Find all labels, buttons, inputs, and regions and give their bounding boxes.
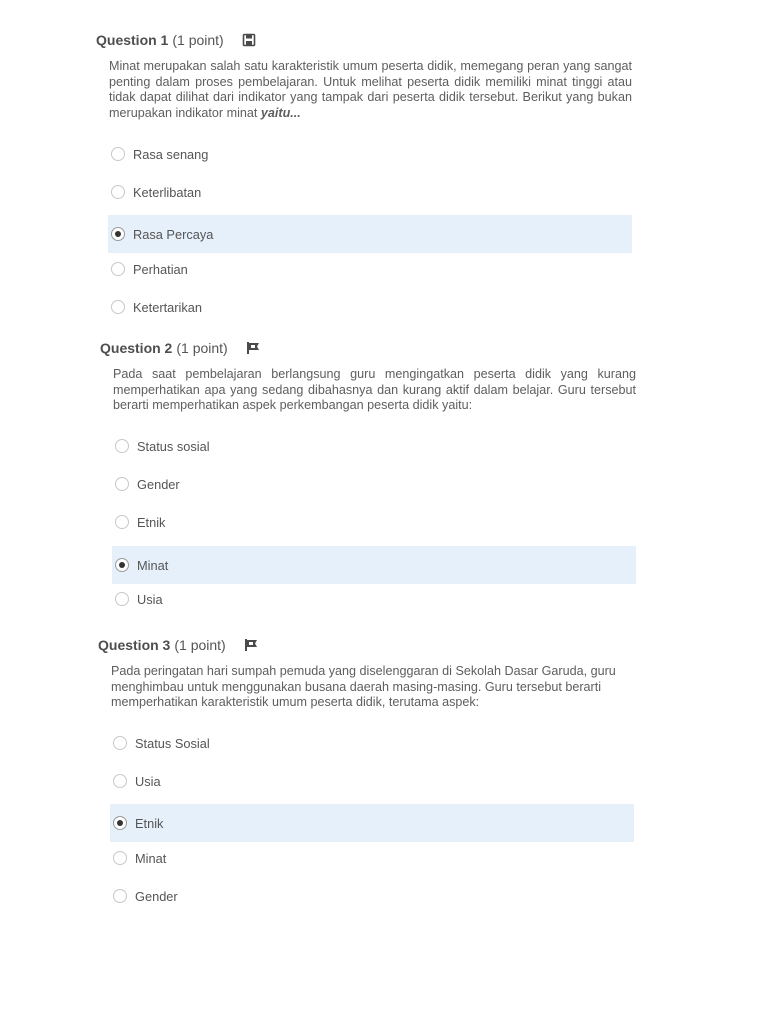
option-status-sosial[interactable] xyxy=(110,724,634,762)
radio-dot-icon xyxy=(119,562,125,568)
option-gender[interactable] xyxy=(112,465,636,503)
option-label: Keterlibatan xyxy=(133,184,202,200)
option-label: Rasa Percaya xyxy=(133,226,214,242)
option-etnik[interactable] xyxy=(110,804,634,842)
option-label: Etnik xyxy=(137,514,166,530)
option-minat[interactable] xyxy=(110,839,634,877)
radio-dot-icon xyxy=(117,820,123,826)
flag-icon[interactable] xyxy=(244,638,258,652)
question-body: Pada peringatan hari sumpah pemuda yang diselenggaran di Sekolah Dasar Garuda, guru menghimbau untuk menggunakan busana daerah masing-masing. Guru tersebut berarti memperhatikan karakteristik umum peserta didik, terutama aspek: xyxy=(111,664,616,710)
option-label: Rasa senang xyxy=(133,146,209,162)
question-emphasis: yaitu... xyxy=(260,105,301,120)
radio-button[interactable] xyxy=(115,439,129,453)
question-body: Pada saat pembelajaran berlangsung guru mengingatkan peserta didik yang kurang memperhatikan apa yang sedang dibahasnya dan kurang aktif dalam belajar. Guru tersebut berarti memperhatikan aspek perkembangan peserta didik yaitu: xyxy=(113,367,636,413)
question-title: Question 1 xyxy=(96,32,169,48)
option-label: Gender xyxy=(137,476,180,492)
radio-button[interactable] xyxy=(113,736,127,750)
question-title: Question 2 xyxy=(100,340,173,356)
question-3 xyxy=(98,635,638,711)
radio-button[interactable] xyxy=(111,300,125,314)
option-etnik[interactable] xyxy=(112,503,636,541)
radio-button[interactable] xyxy=(111,262,125,276)
question-title: Question 3 xyxy=(98,637,171,653)
radio-dot-icon xyxy=(115,231,121,237)
option-keterlibatan[interactable] xyxy=(108,173,632,211)
radio-button-selected[interactable] xyxy=(111,227,125,241)
radio-button[interactable] xyxy=(111,147,125,161)
radio-button-selected[interactable] xyxy=(113,816,127,830)
question-text xyxy=(109,59,632,121)
question-text xyxy=(111,664,634,711)
option-rasa-senang[interactable] xyxy=(108,135,632,173)
option-label: Minat xyxy=(137,557,169,573)
question-header xyxy=(96,30,636,50)
option-label: Ketertarikan xyxy=(133,299,202,315)
question-points: (1 point) xyxy=(172,32,224,48)
option-usia[interactable] xyxy=(110,762,634,800)
option-label: Status sosial xyxy=(137,438,210,454)
question-header xyxy=(100,338,640,358)
option-label: Gender xyxy=(135,888,178,904)
option-label: Usia xyxy=(137,591,163,607)
option-usia[interactable] xyxy=(112,580,636,618)
save-disk-icon[interactable] xyxy=(242,33,256,47)
option-gender[interactable] xyxy=(110,877,634,915)
option-rasa-percaya[interactable] xyxy=(108,215,632,253)
question-points: (1 point) xyxy=(176,340,228,356)
option-label: Usia xyxy=(135,773,161,789)
option-label: Status Sosial xyxy=(135,735,210,751)
option-label: Minat xyxy=(135,850,167,866)
radio-button[interactable] xyxy=(115,477,129,491)
radio-button[interactable] xyxy=(113,774,127,788)
option-ketertarikan[interactable] xyxy=(108,288,632,326)
option-status-sosial[interactable] xyxy=(112,427,636,465)
radio-button[interactable] xyxy=(115,592,129,606)
question-header xyxy=(98,635,638,655)
radio-button[interactable] xyxy=(113,889,127,903)
flag-icon[interactable] xyxy=(246,341,260,355)
radio-button-selected[interactable] xyxy=(115,558,129,572)
option-minat[interactable] xyxy=(112,546,636,584)
radio-button[interactable] xyxy=(111,185,125,199)
radio-button[interactable] xyxy=(115,515,129,529)
option-label: Etnik xyxy=(135,815,164,831)
question-points: (1 point) xyxy=(174,637,226,653)
radio-button[interactable] xyxy=(113,851,127,865)
question-body: Minat merupakan salah satu karakteristik umum peserta didik, memegang peran yang sangat penting dalam proses pembelajaran. Untuk melihat peserta didik memiliki minat tinggi atau tidak dapat dilihat dari indikator yang tampak dari peserta didik tersebut. Berikut yang bukan merupakan indikator minat xyxy=(109,59,632,120)
question-1 xyxy=(96,30,636,121)
option-perhatian[interactable] xyxy=(108,250,632,288)
question-2 xyxy=(100,338,640,414)
question-text xyxy=(113,367,636,414)
option-label: Perhatian xyxy=(133,261,188,277)
